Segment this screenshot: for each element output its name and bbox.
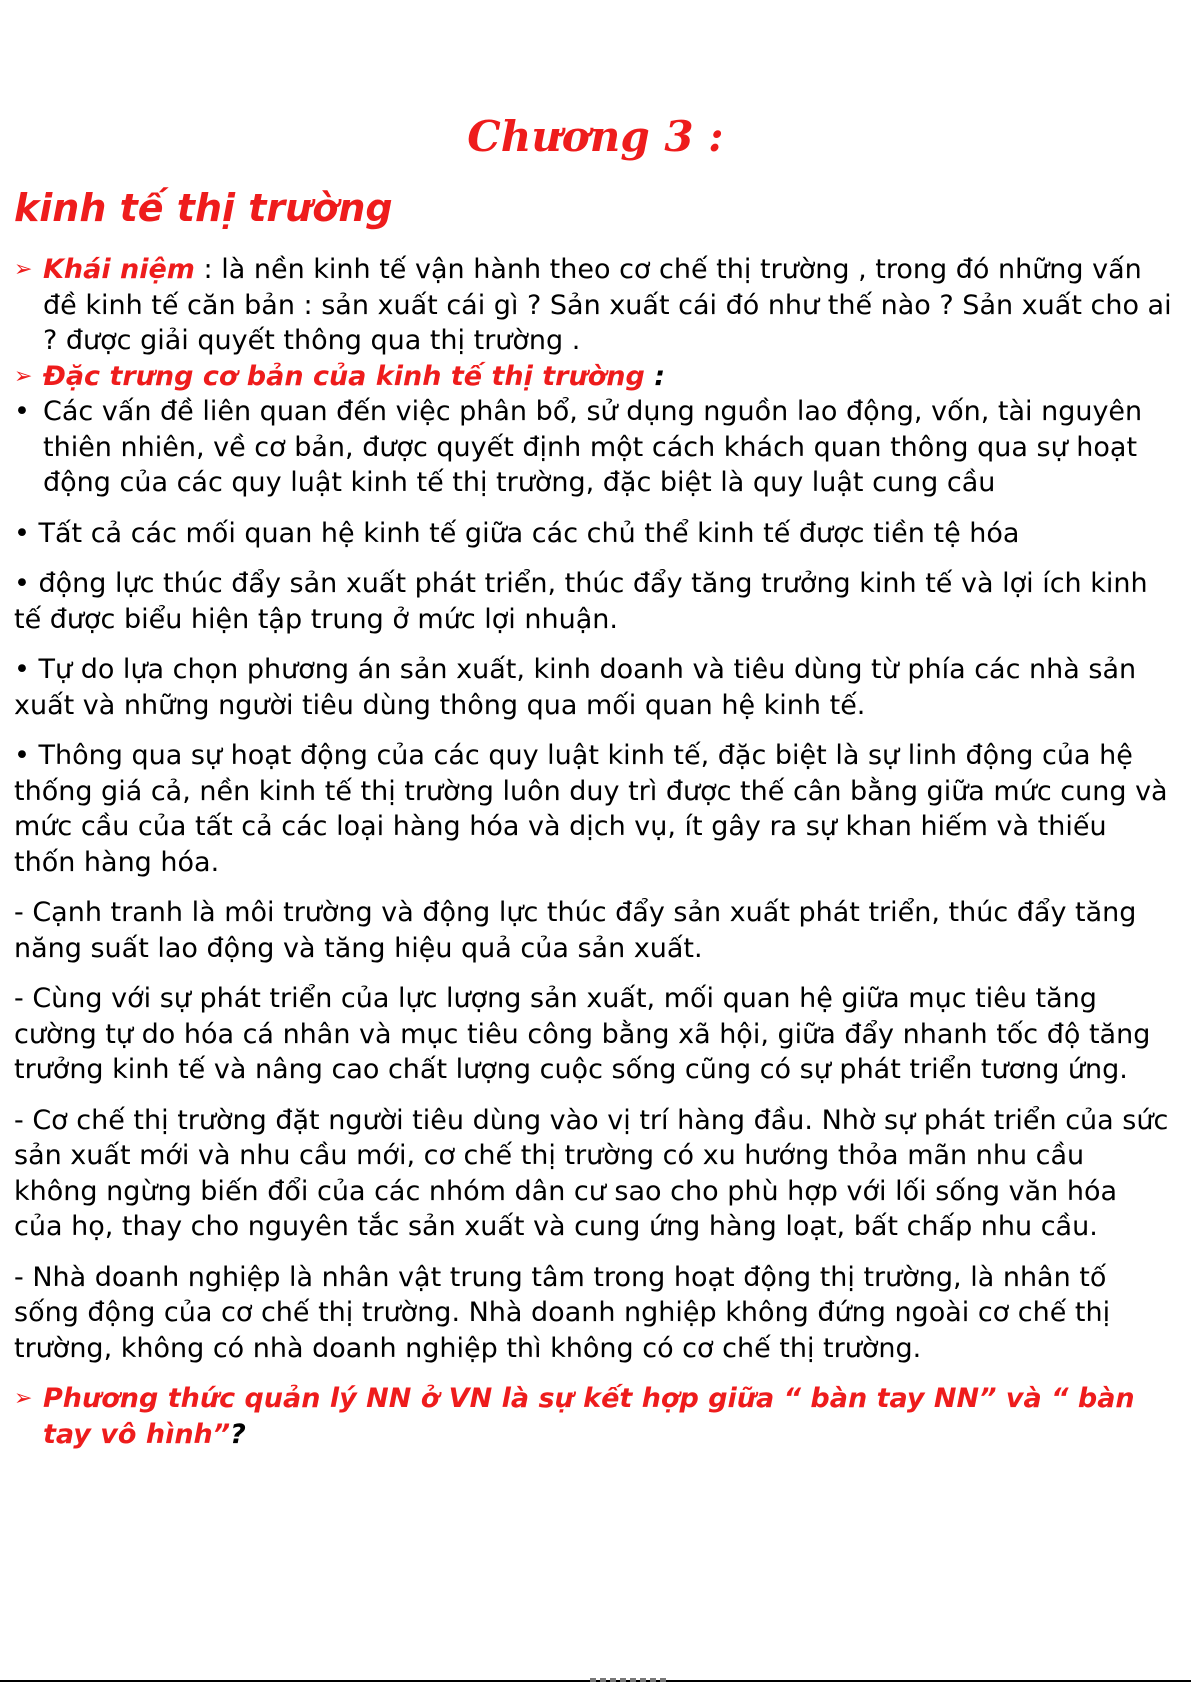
chapter-title-text: Chương 3 : (467, 112, 724, 161)
feature-paragraph: - Cơ chế thị trường đặt người tiêu dùng vào vị trí hàng đầu. Nhờ sự phát triển của sức sản xuất mới và nhu cầu mới, cơ chế thị trường có xu hướng thỏa mãn nhu cầu không ngừng biến đổi của các nhóm dân cư sao cho phù hợp với lối sống văn hóa của họ, thay cho nguyên tắc sản xuất và cung ứng hàng loạt, bất chấp nhu cầu. (14, 1104, 1169, 1242)
feature-paragraph: • động lực thúc đẩy sản xuất phát triển, thúc đẩy tăng trưởng kinh tế và lợi ích kinh tế được biểu hiện tập trung ở mức lợi nhuận. (14, 568, 1148, 635)
features-heading-item (14, 359, 1174, 395)
features-heading: Đặc trưng cơ bản của kinh tế thị trường (43, 360, 645, 392)
feature-paragraph: • Tất cả các mối quan hệ kinh tế giữa các chủ thể kinh tế được tiền tệ hóa (14, 517, 1020, 549)
definition-label: Khái niệm (43, 254, 195, 285)
feature-bullet (14, 394, 1174, 501)
arrow-bullet-icon: ➢ (14, 1386, 33, 1411)
management-question-mark: ? (230, 1418, 246, 1450)
feature-paragraph: - Cùng với sự phát triển của lực lượng sản xuất, mối quan hệ giữa mục tiêu tăng cường tự do hóa cá nhân và mục tiêu công bằng xã hội, giữa đẩy nhanh tốc độ tăng trưởng kinh tế và nâng cao chất lượng cuộc sống cũng có sự phát triển tương ứng. (14, 983, 1151, 1085)
arrow-bullet-icon: ➢ (14, 257, 33, 282)
feature-paragraph: • Tự do lựa chọn phương án sản xuất, kinh doanh và tiêu dùng từ phía các nhà sản xuất và những người tiêu dùng thông qua mối quan hệ kinh tế. (14, 654, 1137, 721)
chapter-title (0, 112, 1191, 161)
arrow-bullet-icon: ➢ (14, 363, 33, 389)
footer-fragment (590, 1678, 670, 1682)
section-title: kinh tế thị trường (14, 186, 393, 230)
feature-paragraph: - Cạnh tranh là môi trường và động lực thúc đẩy sản xuất phát triển, thúc đẩy tăng năng suất lao động và tăng hiệu quả của sản xuất. (14, 897, 1137, 964)
dot-bullet-icon: • (14, 396, 30, 427)
definition-text: : là nền kinh tế vận hành theo cơ chế thị trường , trong đó những vấn đề kinh tế căn bản : sản xuất cái gì ? Sản xuất cái đó như thế nào ? Sản xuất cho ai ? được giải quyết thông qua thị trường . (43, 254, 1172, 356)
definition-item (14, 252, 1174, 359)
document-body (14, 252, 1174, 1452)
management-question-item (14, 1381, 1174, 1452)
management-question-text: Phương thức quản lý NN ở VN là sự kết hợp giữa “ bàn tay NN” và “ bàn tay vô hình” (43, 1383, 1135, 1450)
feature-paragraph: • Thông qua sự hoạt động của các quy luật kinh tế, đặc biệt là sự linh động của hệ thống giá cả, nền kinh tế thị trường luôn duy trì được thế cân bằng giữa mức cung và mức cầu của tất cả các loại hàng hóa và dịch vụ, ít gây ra sự khan hiếm và thiếu thốn hàng hóa. (14, 740, 1168, 878)
feature-paragraph: - Nhà doanh nghiệp là nhân vật trung tâm trong hoạt động thị trường, là nhân tố sống động của cơ chế thị trường. Nhà doanh nghiệp không đứng ngoài cơ chế thị trường, không có nhà doanh nghiệp thì không có cơ chế thị trường. (14, 1261, 1111, 1364)
feature-bullet-text: Các vấn đề liên quan đến việc phân bổ, sử dụng nguồn lao động, vốn, tài nguyên thiên nhiên, về cơ bản, được quyết định một cách khách quan thông qua sự hoạt động của các quy luật kinh tế thị trường, đặc biệt là quy luật cung cầu (43, 396, 1143, 498)
features-heading-colon: : (644, 360, 666, 392)
